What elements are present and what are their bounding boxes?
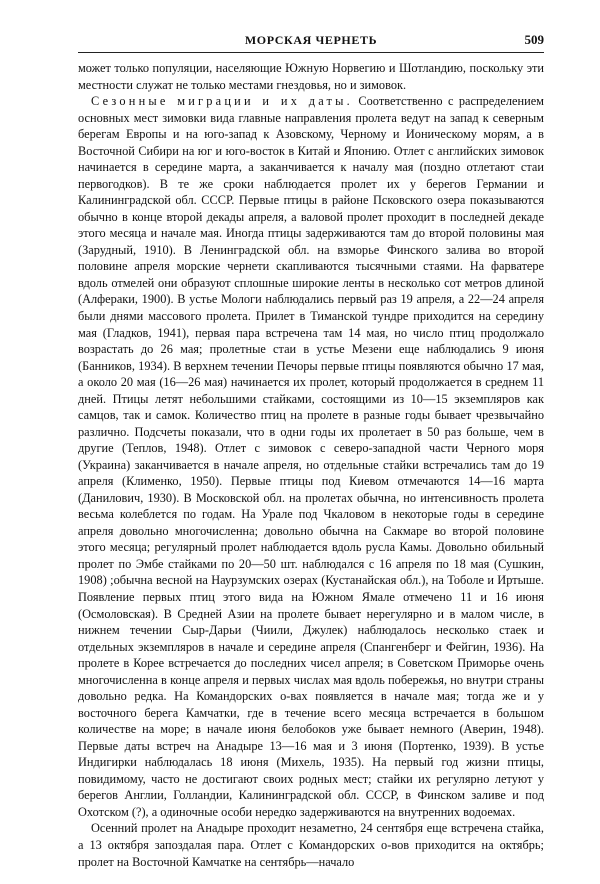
running-title: МОРСКАЯ ЧЕРНЕТЬ xyxy=(244,33,378,47)
paragraph-autumn-migration: Осенний пролет на Анадыре проходит незаметно, 24 сентября еще встречена стайка, а 13 октября запоздалая пара. Отлет с Командорских о-вов приходится на октябрь; пролет на Восточной Камчатке на сентябрь—начало xyxy=(78,821,544,869)
page-number: 509 xyxy=(524,32,544,47)
running-header xyxy=(78,30,544,50)
paragraph-seasonal-migrations xyxy=(78,93,544,820)
paragraph-text: Соответственно с распределением основных мест зимовки вида главные направления пролета ведут на запад к северным берегам Европы и на юго-запад к Азовскому, Черному и Ионическому морям, а в Восточной Сибири на юг и юго-восток в Китай и Японию. Отлет с английских зимовок начинается в середине марта, а заканчивается к началу мая (поздно отлетают стаи первогодков). В те же сроки наблюдается пролет их у берегов Германии и Калининградской обл. СССР. Первые птицы в районе Псковского озера показываются обычно в конце второй декады апреля, а валовой пролет проходит в последней декаде этого месяца и начале мая. Иногда птицы задерживаются там до второй половины мая (Зарудный, 1910). В Ленинградской обл. на взморье Финского залива во второй половине апреля морские чернети скапливаются тысячными стаями. На фарватере вдоль отмелей они образуют сплошные широкие ленты в несколько сот метров длиной (Алфераки, 1900). В устье Мологи наблюдались первый раз 19 апреля, а 22—24 апреля были днями массового пролета. Прилет в Тиманской тундре приходится на середину мая (Гладков, 1941), первая пара встречена там 14 мая, но число птиц продолжало возрастать до 26 мая; пролетные стаи в устье Мезени еще наблюдались 9 июня (Банников, 1934). В верхнем течении Печоры первые птицы появляются обычно 17 мая, а около 20 мая (16—26 мая) начинается их пролет, который продолжается в среднем 11 дней. Птицы летят небольшими стайками, состоящими из 10—15 экземпляров как самцов, так и самок. Количество птиц на пролете в разные годы бывает чрезвычайно различно. Подсчеты показали, что в одни годы их пролетает в 50 раз больше, чем в другие (Теплов, 1948). Отлет с зимовок с северо-западной части Черного моря (Украина) заканчивается в начале апреля, но отдельные стайки встречались там до 19 апреля (Клименко, 1950). Первые птицы под Киевом отмечаются 14—16 марта (Данилович, 1930). В Московской обл. на пролетах обычна, но интенсивность пролета весьма колеблется по годам. На Урале под Чкаловом в некоторые годы в середине апреля довольно многочисленна; довольно обычна на Сакмаре во второй половине этого месяца; регулярный пролет наблюдается вдоль русла Камы. Довольно обильный пролет по Эмбе стайками по 20—50 шт. наблюдался с 16 апреля по 18 мая (Сушкин, 1908) ;обычна весной на Наурзумских озерах (Кустанайская обл.), на Тоболе и Иртыше. Появление первых птиц этого вида на Южном Ямале отмечено 11 и 16 июня (Осмоловская). В Средней Азии на пролете бывает нерегулярно и в малом числе, в нижнем течении Сыр-Дарьи (Чиили, Джулек) наблюдалось несколько стаек и отдельных экземпляров в начале и середине апреля (Спангенберг и Фейгин, 1936). На пролете в Корее встречается до последних чисел апреля; в Советском Приморье очень многочисленна в конце апреля и первых числах мая вдоль побережья, но внутри страны довольно редка. На Командорских о-вах появляется в начале мая; тогда же и у восточного берега Камчатки, где в течение всего месяца встречается в большом количестве на море; в начале июня белобоков уже бывает немного (Аверин, 1948). Первые даты встреч на Анадыре 13—16 мая и 3 июня (Портенко, 1939). В устье Индигирки наблюдалась 18 июня (Михель, 1935). На первый год жизни птицы, повидимому, часто не достигают своих родных мест; стайки их регулярно летуют у берегов Англии, Голландии, Калининградской обл. СССР, в Финском заливе и под Охотском (?), а одиночные особи нередко задерживаются на внутренних водоемах. xyxy=(78,94,544,819)
page-body xyxy=(78,60,544,870)
paragraph-continuation: может только популяции, населяющие Южную Норвегию и Шотландию, поскольку эти местности служат не только местами гнездовья, но и зимовок. xyxy=(78,61,544,92)
header-rule xyxy=(78,52,544,53)
section-heading-seasonal-migrations: Сезонные миграции и их даты. xyxy=(91,94,353,109)
